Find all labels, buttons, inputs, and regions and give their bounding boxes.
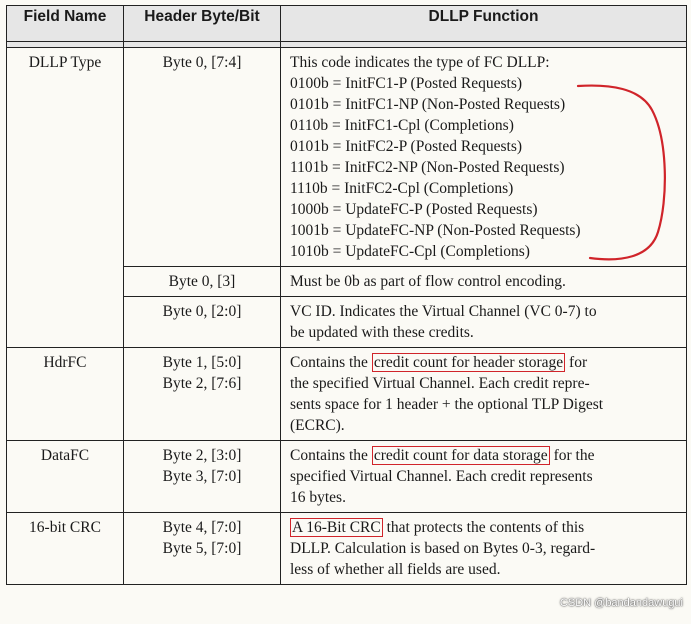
code-line: 1101b = InitFC2-NP (Non-Posted Requests) xyxy=(290,159,565,176)
code-line: 1110b = InitFC2-Cpl (Completions) xyxy=(290,180,514,197)
function-intro: This code indicates the type of FC DLLP: xyxy=(290,54,550,71)
field-name-datafc: DataFC xyxy=(7,441,124,513)
bits-byte0-2-0: Byte 0, [2:0] xyxy=(124,297,281,348)
function-datafc xyxy=(281,441,687,513)
function-flow-control-encoding: Must be 0b as part of flow control encoding. xyxy=(281,267,687,297)
function-line: specified Virtual Channel. Each credit represents xyxy=(290,468,593,485)
field-name-crc: 16-bit CRC xyxy=(7,513,124,585)
function-line: 16 bytes. xyxy=(290,489,346,506)
code-line: 0101b = InitFC1-NP (Non-Posted Requests) xyxy=(290,96,566,113)
code-line: 1001b = UpdateFC-NP (Non-Posted Requests) xyxy=(290,222,581,239)
highlight-box-16bit-crc: A 16-Bit CRC xyxy=(292,519,381,536)
function-line: VC ID. Indicates the Virtual Channel (VC 0-7) to xyxy=(290,303,597,320)
function-line: less of whether all fields are used. xyxy=(290,561,501,578)
bits-crc xyxy=(124,513,281,585)
text-fragment: for xyxy=(565,354,588,371)
bits-byte0-7-4: Byte 0, [7:4] xyxy=(124,48,281,267)
col-header-byte-bit: Header Byte/Bit xyxy=(124,6,281,42)
text-fragment: that protects the contents of this xyxy=(382,519,585,536)
code-line: 0100b = InitFC1-P (Posted Requests) xyxy=(290,75,523,92)
function-dllp-type-codes xyxy=(281,48,687,267)
code-line: 1000b = UpdateFC-P (Posted Requests) xyxy=(290,201,538,218)
bits-hdrfc xyxy=(124,348,281,441)
function-line: (ECRC). xyxy=(290,417,345,434)
function-line: DLLP. Calculation is based on Bytes 0-3, regard- xyxy=(290,540,596,557)
bits-datafc xyxy=(124,441,281,513)
watermark: CSDN @bandandawugui xyxy=(559,597,683,609)
field-name-dllp-type: DLLP Type xyxy=(7,48,124,348)
function-crc xyxy=(281,513,687,585)
dllp-fc-table xyxy=(6,5,687,585)
function-line: the specified Virtual Channel. Each credit repre- xyxy=(290,375,590,392)
code-line: 1010b = UpdateFC-Cpl (Completions) xyxy=(290,243,530,260)
highlight-box-data-storage: credit count for data storage xyxy=(373,447,548,464)
text-fragment: Contains the xyxy=(290,354,372,371)
bits-line: Byte 3, [7:0] xyxy=(162,468,242,485)
function-hdrfc xyxy=(281,348,687,441)
function-vc-id xyxy=(281,297,687,348)
function-line xyxy=(290,445,682,466)
field-name-hdrfc: HdrFC xyxy=(7,348,124,441)
col-header-function: DLLP Function xyxy=(281,6,687,42)
col-header-field-name: Field Name xyxy=(7,6,124,42)
code-line: 0101b = InitFC2-P (Posted Requests) xyxy=(290,138,523,155)
table-header-row xyxy=(7,6,687,42)
function-line xyxy=(290,517,682,538)
bits-line: Byte 1, [5:0] xyxy=(162,354,242,371)
table-row xyxy=(7,513,687,585)
bits-line: Byte 5, [7:0] xyxy=(162,540,242,557)
table-row xyxy=(7,441,687,513)
bits-line: Byte 2, [3:0] xyxy=(162,447,242,464)
table-row xyxy=(7,348,687,441)
bits-line: Byte 4, [7:0] xyxy=(162,519,242,536)
function-line: sents space for 1 header + the optional TLP Digest xyxy=(290,396,604,413)
function-line: be updated with these credits. xyxy=(290,324,474,341)
code-line: 0110b = InitFC1-Cpl (Completions) xyxy=(290,117,514,134)
bits-line: Byte 2, [7:6] xyxy=(162,375,242,392)
text-fragment: for the xyxy=(549,447,595,464)
text-fragment: Contains the xyxy=(290,447,372,464)
function-line xyxy=(290,352,682,373)
highlight-box-header-storage: credit count for header storage xyxy=(373,354,564,371)
bits-byte0-3: Byte 0, [3] xyxy=(124,267,281,297)
table-row xyxy=(7,48,687,267)
